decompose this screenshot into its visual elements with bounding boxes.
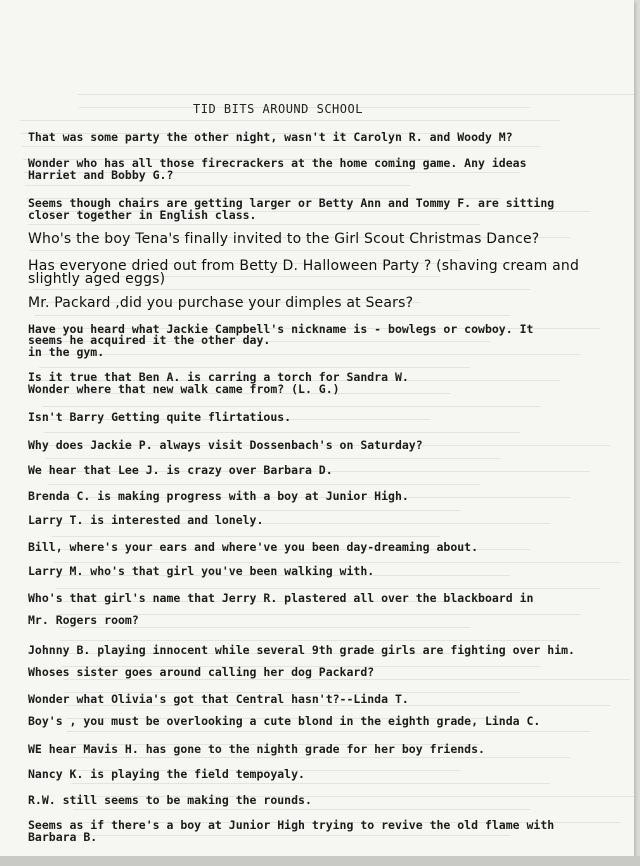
gossip-line: closer together in English class. — [28, 208, 257, 222]
gossip-line: Why does Jackie P. always visit Dossenbach's on Saturday? — [28, 438, 423, 452]
scan-edge — [0, 856, 640, 866]
gossip-line: Who's that girl's name that Jerry R. plastered all over the blackboard in — [28, 591, 534, 605]
gossip-line: Larry M. who's that girl you've been walking with. — [28, 564, 375, 578]
gossip-line: Whoses sister goes around calling her dog Packard? — [28, 665, 375, 679]
gossip-line: in the gym. — [28, 345, 105, 359]
gossip-line: slightly aged eggs) — [28, 271, 166, 287]
gossip-line: Has everyone dried out from Betty D. Halloween Party ? (shaving cream and — [28, 258, 580, 274]
gossip-line: Larry T. is interested and lonely. — [28, 513, 264, 527]
gossip-line: Brenda C. is making progress with a boy at Junior High. — [28, 489, 409, 503]
gossip-line: Nancy K. is playing the field tempoyaly. — [28, 767, 305, 781]
gossip-line: Harriet and Bobby G.? — [28, 168, 174, 182]
gossip-line: That was some party the other night, wasn't it Carolyn R. and Woody M? — [28, 130, 513, 144]
gossip-line: R.W. still seems to be making the rounds. — [28, 793, 312, 807]
gossip-line: Wonder where that new walk came from? (L. G.) — [28, 382, 340, 396]
gossip-line: Is it true that Ben A. is carring a torch for Sandra W. — [28, 370, 409, 384]
gossip-line: Mr. Rogers room? — [28, 613, 139, 627]
gossip-line: Seems as if there's a boy at Junior High trying to revive the old flame with — [28, 818, 555, 832]
gossip-line: We hear that Lee J. is crazy over Barbara D. — [28, 463, 333, 477]
gossip-line: Wonder what Olivia's got that Central hasn't?--Linda T. — [28, 692, 409, 706]
gossip-line: Bill, where's your ears and where've you been day-dreaming about. — [28, 540, 479, 554]
gossip-line: WE hear Mavis H. has gone to the nighth grade for her boy friends. — [28, 742, 485, 756]
gossip-line: Isn't Barry Getting quite flirtatious. — [28, 410, 292, 424]
page-title: TID BITS AROUND SCHOOL — [193, 102, 363, 116]
gossip-line: Wonder who has all those firecrackers at the home coming game. Any ideas — [28, 156, 527, 170]
gossip-line: seems he acquired it the other day. — [28, 333, 271, 347]
gossip-line: Seems though chairs are getting larger or Betty Ann and Tommy F. are sitting — [28, 196, 555, 210]
gossip-line: Mr. Packard ,did you purchase your dimples at Sears? — [28, 295, 414, 311]
gossip-line: Johnny B. playing innocent while several 9th grade girls are fighting over him. — [28, 643, 575, 657]
gossip-line: Boy's , you must be overlooking a cute blond in the eighth grade, Linda C. — [28, 714, 541, 728]
gossip-line: Barbara B. — [28, 830, 98, 844]
gossip-line: Who's the boy Tena's finally invited to the Girl Scout Christmas Dance? — [28, 231, 540, 247]
gossip-line: Have you heard what Jackie Campbell's nickname is - bowlegs or cowboy. It — [28, 322, 534, 336]
